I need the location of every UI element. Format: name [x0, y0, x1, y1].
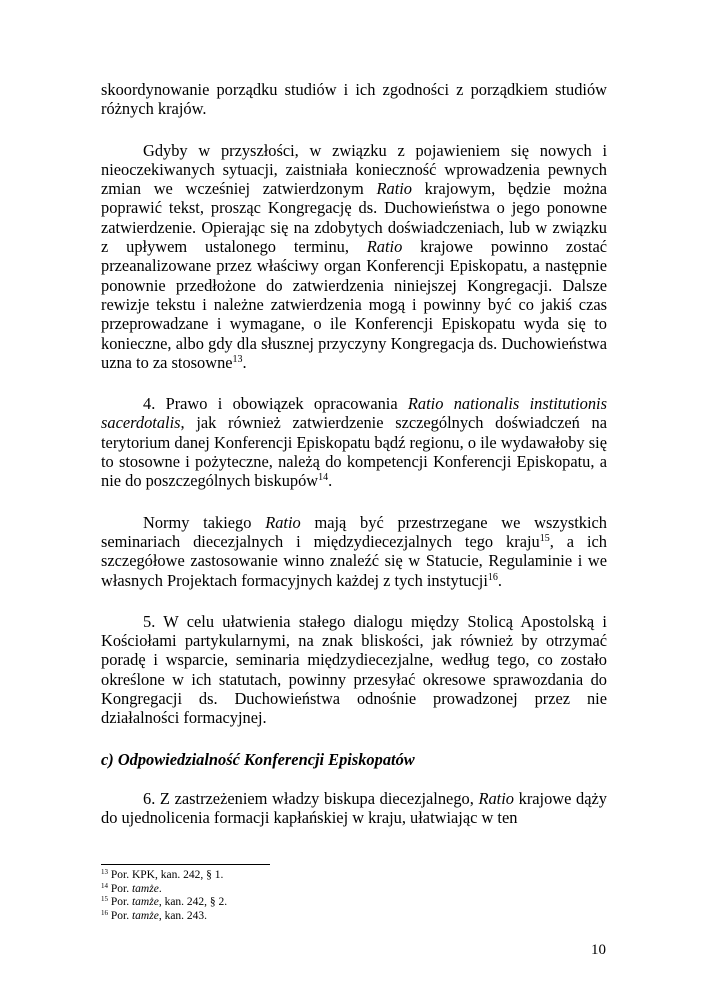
footnote-text: Por. — [110, 896, 132, 909]
text: . — [328, 471, 333, 491]
footnote-italic: tamże — [131, 882, 159, 895]
page-number: 10 — [591, 942, 606, 958]
text: Gdyby w przyszłości, w związku z pojawieniem się nowych i nieoczekiwanych sytuacji, zaistniała konieczność wprowadzenia pewnych zmian we wcześniej zatwierdzonym — [101, 140, 607, 199]
footnote-ref[interactable]: 16 — [487, 571, 498, 583]
footnote-number: 15 — [101, 895, 108, 904]
footnote-15 — [101, 896, 227, 910]
text: krajowe dąży do ujednolicenia formacji kapłańskiej w kraju, ułatwiając w ten — [101, 788, 607, 828]
text: krajowe powinno zostać przeanalizowane przez właściwy organ Konferencji Episkopatu, a następnie ponownie przedłożone do zatwierdzenia niniejszej Kongregacji. Dalsze rewizje tekstu i należne zatwierdzenia mogą i powinny być co jakiś czas przeprowadzane i wymagane, o ile Konferencji Episkopatu wyda się to konieczne, albo gdy dla słusznej przyczyny Kongregacja ds. Duchowieństwa uzna to za stosowne — [101, 237, 607, 372]
footnotes — [101, 869, 227, 923]
page-body — [101, 80, 607, 850]
footnote-text: . — [158, 882, 162, 895]
footnote-number: 16 — [101, 908, 108, 917]
footnote-ref[interactable]: 14 — [318, 472, 329, 484]
paragraph-4 — [101, 394, 607, 490]
text: , jak również zatwierdzenie szczególnych doświadczeń na terytorium danej Konferencji Episkopatu bądź regionu, o ile wydawałoby się to stosowne i pożyteczne, należą do kompetencji Konferencji Episkopatu, a nie do poszczególnych biskupów — [101, 413, 607, 491]
text: Normy takiego — [143, 512, 266, 532]
footnote-number: 14 — [101, 881, 108, 890]
footnote-number: 13 — [101, 868, 108, 876]
text: 6. Z zastrzeżeniem władzy biskupa diecezjalnego, — [143, 788, 479, 808]
italic-term: Ratio — [265, 512, 301, 532]
footnote-divider — [101, 864, 270, 865]
section-heading: c) Odpowiedzialność Konferencji Episkopatów — [101, 749, 415, 769]
footnote-italic: tamże — [131, 909, 159, 922]
footnote-ref[interactable]: 13 — [232, 353, 243, 365]
italic-term: Ratio — [366, 237, 403, 257]
text: krajowym, będzie można poprawić tekst, prosząc Kongregację ds. Duchowieństwa o jego ponowne zatwierdzenie. Opierając się na zdobytych doświadczeniach, lub w związku z upływem ustalonego terminu, — [101, 179, 608, 257]
footnote-16 — [101, 910, 227, 924]
paragraph-revision — [101, 141, 607, 373]
text: . — [242, 352, 247, 372]
footnote-text: Por. KPK, kan. 242, § 1. — [110, 869, 224, 881]
paragraph-continued: skoordynowanie porządku studiów i ich zgodności z porządkiem studiów różnych krajów. — [101, 80, 607, 119]
footnote-italic: tamże — [131, 896, 159, 909]
footnote-ref[interactable]: 15 — [539, 532, 550, 544]
footnote-14 — [101, 883, 227, 897]
footnote-text: , kan. 242, § 2. — [158, 896, 228, 909]
text: . — [497, 570, 502, 590]
paragraph-norms — [101, 513, 607, 590]
footnote-text: , kan. 243. — [158, 909, 208, 922]
paragraph-6 — [101, 789, 607, 828]
paragraph-5: 5. W celu ułatwienia stałego dialogu między Stolicą Apostolską i Kościołami partykularnymi, na znak bliskości, jak również by otrzymać poradę i wsparcie, seminaria międzydiecezjalne, według tego, co zostało określone w ich statutach, powinny przesyłać okresowe sprawozdania do Kongregacji ds. Duchowieństwa odnośnie prowadzonej przez nie działalności formacyjnej. — [101, 611, 607, 728]
text: , a ich szczegółowe zastosowanie winno znaleźć się w Statucie, Regulaminie i we własnych Projektach formacyjnych każdej z tych instytucji — [101, 531, 607, 590]
italic-term: Ratio nationalis institutionis sacerdotalis — [101, 394, 607, 433]
text: mają być przestrzegane we wszystkich seminariach diecezjalnych i międzydiecezjalnych tego kraju — [101, 512, 608, 551]
italic-term: Ratio — [478, 788, 514, 808]
text: 4. Prawo i obowiązek opracowania — [143, 394, 408, 414]
footnote-text: Por. — [110, 882, 132, 895]
italic-term: Ratio — [376, 179, 412, 199]
footnote-text: Por. — [110, 909, 132, 922]
footnote-13 — [101, 869, 227, 883]
